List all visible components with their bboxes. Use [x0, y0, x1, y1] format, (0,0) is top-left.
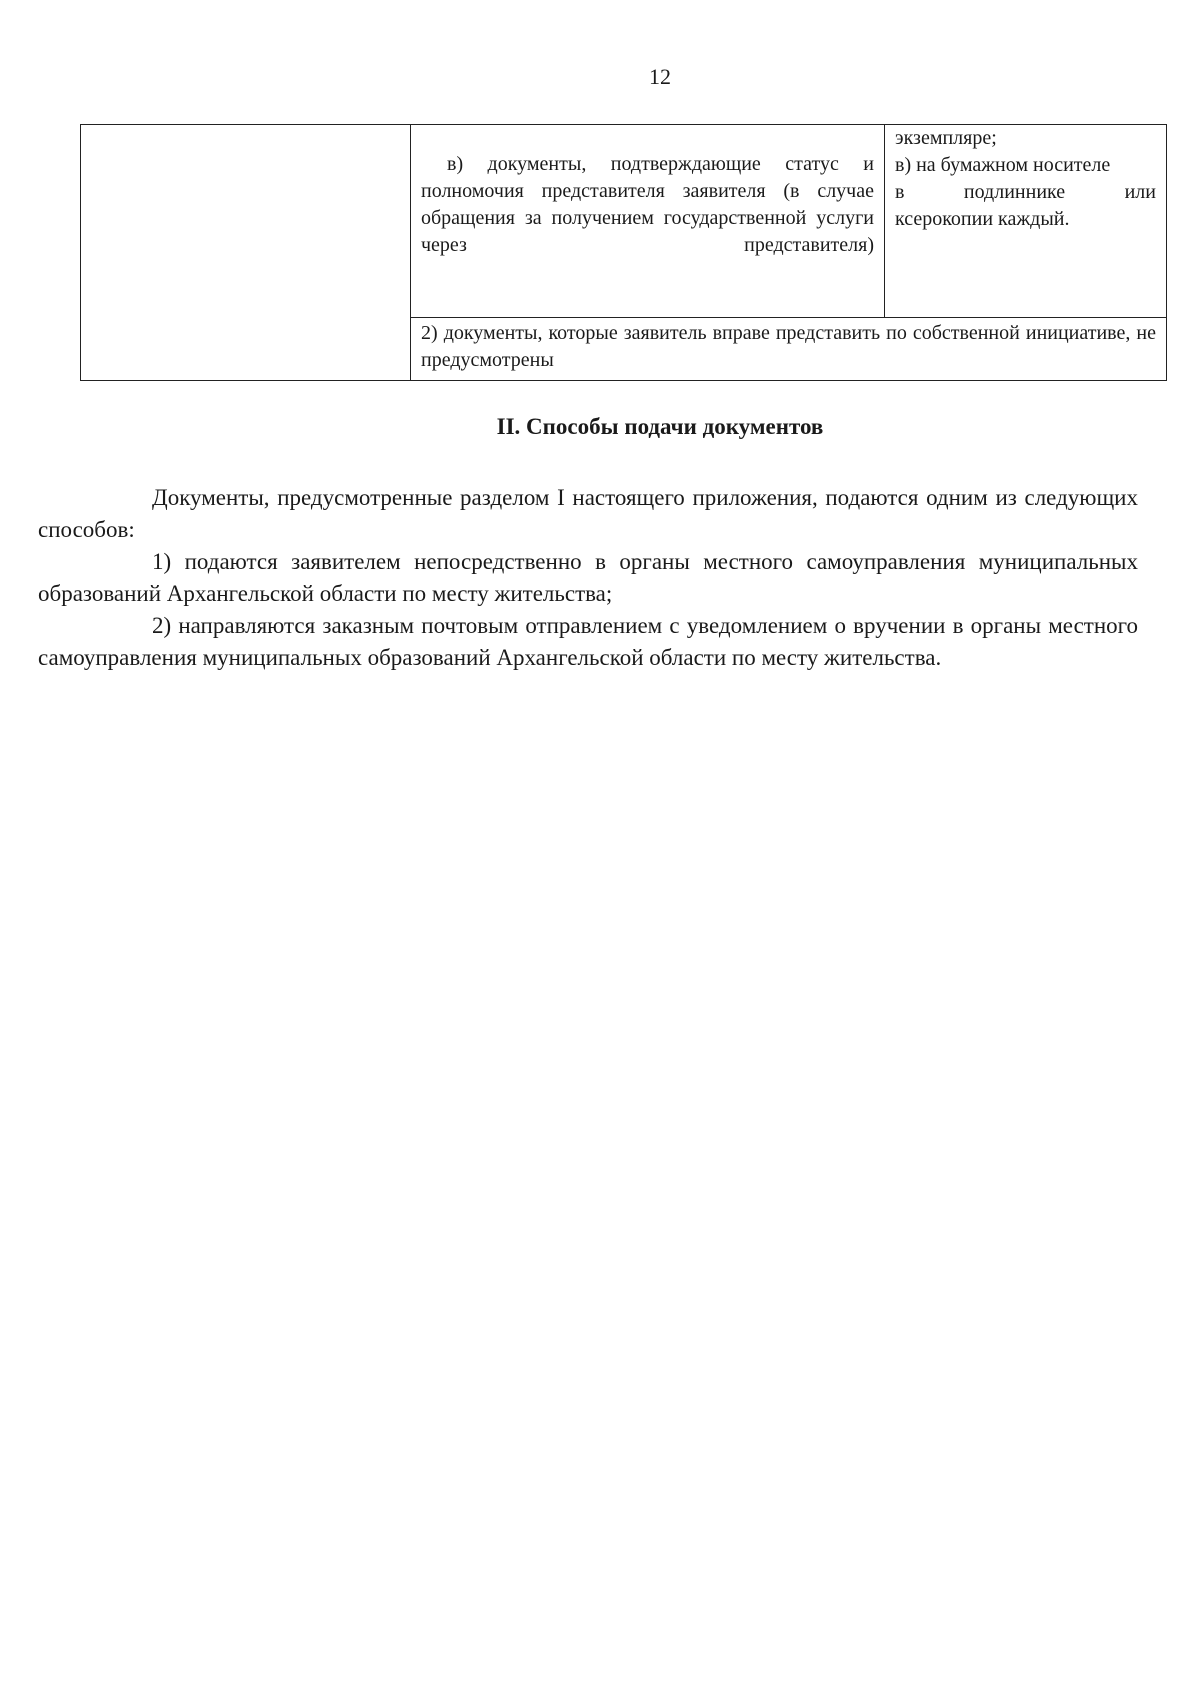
- table-cell-submission-form: [885, 125, 1167, 318]
- paragraph-method-2: 2) направляются заказным почтовым отправлением с уведомлением о вручении в органы местного самоуправления муниципальных образований Архангельской области по месту жительства.: [38, 613, 1138, 670]
- submission-form-line-2: в) на бумажном носителе: [895, 154, 1111, 176]
- submission-form-line-4: ксерокопии каждый.: [895, 208, 1070, 230]
- table-cell-empty: [81, 125, 411, 381]
- section-title: II. Способы подачи документов: [496, 414, 824, 439]
- documents-table: [80, 124, 1167, 381]
- paragraph-method-1: 1) подаются заявителем непосредственно в органы местного самоуправления муниципальных образований Архангельской области по месту жительства;: [38, 549, 1138, 606]
- table-cell-representative-docs: [411, 125, 885, 318]
- section-body: [38, 482, 1138, 674]
- page-number: 12: [649, 64, 671, 89]
- paragraph-intro: Документы, предусмотренные разделом I настоящего приложения, подаются одним из следующих способов:: [38, 485, 1138, 542]
- submission-form-line-1: экземпляре;: [895, 127, 997, 149]
- submission-form-line-3: в подлиннике или: [895, 181, 1156, 203]
- table-row: [81, 125, 1167, 318]
- table-cell-optional-docs: 2) документы, которые заявитель вправе представить по собственной инициативе, не предусмотрены: [411, 318, 1167, 381]
- representative-docs-text: в) документы, подтверждающие статус и полномочия представителя заявителя (в случае обращения за получением государственной услуги через представителя): [421, 153, 874, 256]
